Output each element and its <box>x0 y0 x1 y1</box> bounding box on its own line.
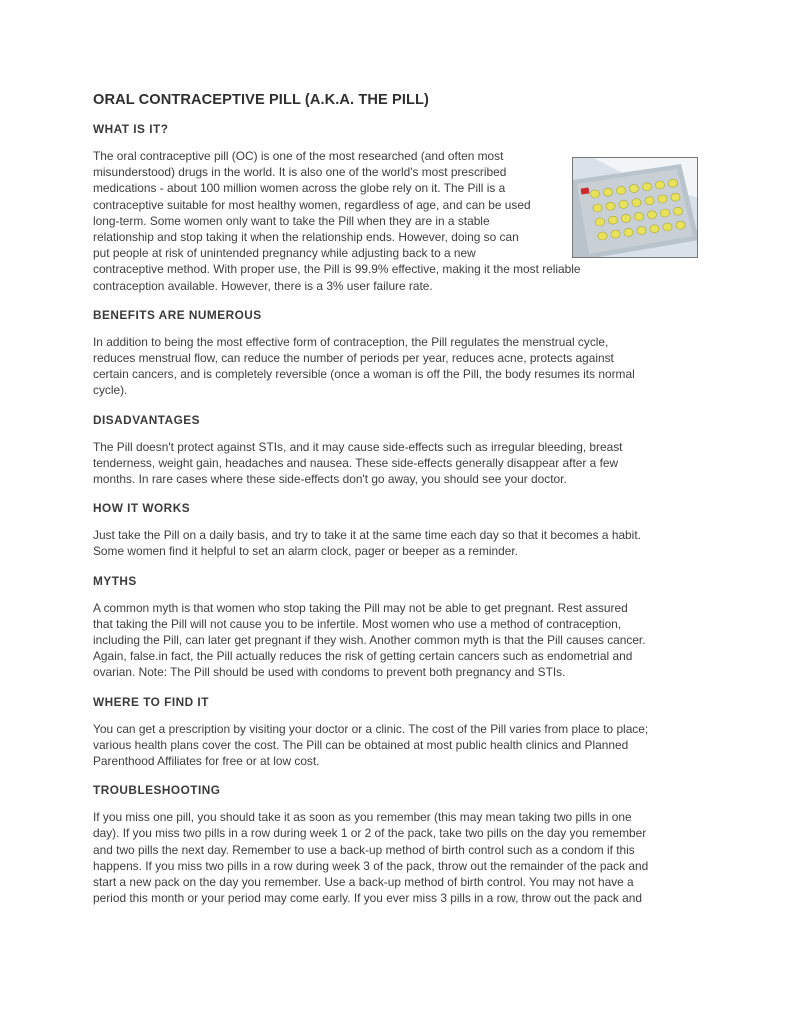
pill-icon <box>590 190 599 198</box>
paragraph-line: day). If you miss two pills in a row during week 1 or 2 of the pack, take two pills on the day you remember <box>93 826 647 841</box>
pill-icon <box>629 185 638 193</box>
pill-icon <box>637 227 646 235</box>
paragraph-line: including the Pill, can later get pregnant if they wish. Another common myth is that the Pill causes cancer. <box>93 633 646 648</box>
pill-icon <box>647 211 656 219</box>
pill-icon <box>611 230 620 238</box>
paragraph-line: happens. If you miss two pills in a row during week 3 of the pack, throw out the remainder of the pack and <box>93 858 649 873</box>
paragraph-line: Just take the Pill on a daily basis, and try to take it at the same time each day so that it becomes a habit. <box>93 528 641 543</box>
paragraph-line: Parenthood Affiliates for free or at low cost. <box>93 754 320 769</box>
paragraph-line: ovarian. Note: The Pill should be used with condoms to prevent both pregnancy and STIs. <box>93 665 566 680</box>
pill-icon <box>655 181 664 189</box>
paragraph-line: A common myth is that women who stop taking the Pill may not be able to get pregnant. Rest assured <box>93 600 628 615</box>
pill-icon <box>619 200 628 208</box>
page-title: ORAL CONTRACEPTIVE PILL (A.K.A. THE PILL) <box>93 92 429 108</box>
pill-icon <box>593 204 602 212</box>
pill-icon <box>632 199 641 207</box>
pill-icon <box>676 221 685 229</box>
section-paragraph <box>93 439 700 488</box>
pill-icon <box>663 223 672 231</box>
paragraph-line: If you miss one pill, you should take it as soon as you remember (this may mean taking two pills in one <box>93 810 632 825</box>
paragraph-line: contraception available. However, there is a 3% user failure rate. <box>93 278 433 293</box>
paragraph-line: months. In rare cases where these side-effects don't go away, you should see your doctor. <box>93 472 567 487</box>
pill-icon <box>668 179 677 187</box>
pill-icon <box>634 213 643 221</box>
section-heading: TROUBLESHOOTING <box>93 783 221 798</box>
paragraph-line: reduces menstrual flow, can reduce the number of periods per year, reduces acne, protects against <box>93 351 614 366</box>
paragraph-line: start a new pack on the day you remember. Use a back-up method of birth control. You may not have a <box>93 875 634 890</box>
pill-icon <box>671 193 680 201</box>
pill-pack-icon <box>573 158 698 258</box>
section-heading: WHAT IS IT? <box>93 122 169 136</box>
paragraph-line: misunderstood) drugs in the world. It is also one of the world's most prescribed <box>93 165 507 180</box>
paragraph-line: certain cancers, and is completely reversible (once a woman is off the Pill, the body resumes its normal <box>93 367 635 382</box>
paragraph-line: that taking the Pill will not cause you to be infertile. Most women who use a method of contraception, <box>93 616 622 631</box>
pill-icon <box>598 232 607 240</box>
section-heading: HOW IT WORKS <box>93 501 191 516</box>
pill-icon <box>603 188 612 196</box>
paragraph-line: long-term. Some women only want to take the Pill when they are in a stable <box>93 213 490 228</box>
section-heading: BENEFITS ARE NUMEROUS <box>93 307 262 322</box>
pill-icon <box>650 225 659 233</box>
pill-icon <box>616 186 625 194</box>
section-paragraph <box>93 721 700 770</box>
paragraph-line: tenderness, weight gain, headaches and nausea. These side-effects generally disappear after a few <box>93 455 619 470</box>
pill-icon <box>606 202 615 210</box>
paragraph-line: medications - about 100 million women across the globe rely on it. The Pill is a <box>93 181 506 196</box>
pill-icon <box>642 183 651 191</box>
paragraph-line: and two pills the next day. Remember to use a back-up method of birth control such as a condom if this <box>93 842 635 857</box>
paragraph-line: In addition to being the most effective form of contraception, the Pill regulates the menstrual cycle, <box>93 334 609 349</box>
section-heading: MYTHS <box>93 573 137 588</box>
paragraph-line: relationship and stop taking it when the relationship ends. However, doing so can <box>93 230 519 245</box>
section-paragraph <box>93 334 700 399</box>
paragraph-line: The Pill doesn't protect against STIs, and it may cause side-effects such as irregular bleeding, breast <box>93 439 623 454</box>
paragraph-line: put people at risk of unintended pregnancy while adjusting back to a new <box>93 246 476 261</box>
section-heading: WHERE TO FIND IT <box>93 694 209 709</box>
paragraph-line: The oral contraceptive pill (OC) is one of the most researched (and often most <box>93 149 504 163</box>
paragraph-line: You can get a prescription by visiting your doctor or a clinic. The cost of the Pill varies from place to place; <box>93 721 649 736</box>
pill-icon <box>645 197 654 205</box>
paragraph-line: various health plans cover the cost. The Pill can be obtained at most public health clinics and Planned <box>93 737 629 752</box>
paragraph-line: contraceptive method. With proper use, the Pill is 99.9% effective, making it the most reliable <box>93 262 581 277</box>
section-paragraph <box>93 527 700 559</box>
paragraph-line: Some women find it helpful to set an alarm clock, pager or beeper as a reminder. <box>93 544 518 559</box>
section-paragraph <box>93 600 700 681</box>
paragraph-line: contraceptive suitable for most healthy women, regardless of age, and can be used <box>93 197 531 212</box>
section-paragraph <box>93 809 700 906</box>
pill-icon <box>608 216 617 224</box>
pill-icon <box>658 195 667 203</box>
pill-icon <box>621 214 630 222</box>
paragraph-line: cycle). <box>93 383 128 398</box>
pill-icon <box>673 207 682 215</box>
section-heading: DISADVANTAGES <box>93 412 200 427</box>
pill-icon <box>624 228 633 236</box>
paragraph-line: Again, false.in fact, the Pill actually reduces the risk of getting certain cancers such as endometrial and <box>93 649 633 664</box>
pill-icon <box>660 209 669 217</box>
paragraph-line: period this month or your period may come early. If you ever miss 3 pills in a row, throw out the pack and <box>93 891 642 906</box>
pill-icon <box>595 218 604 226</box>
pill-pack-photo <box>572 157 698 258</box>
